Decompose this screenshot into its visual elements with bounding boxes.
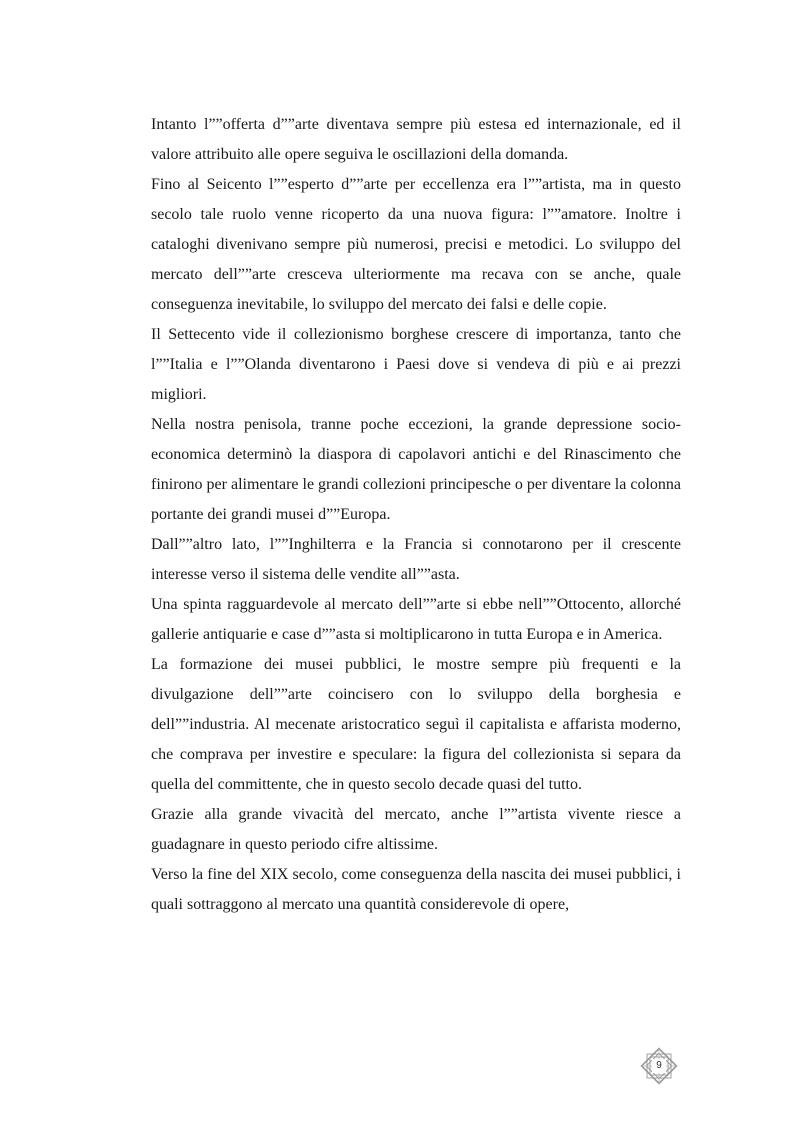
body-text bbox=[151, 110, 681, 920]
paragraph: Grazie alla grande vivacità del mercato, anche l””artista vivente riesce a guadagnare in questo periodo cifre altissime. bbox=[151, 806, 681, 853]
paragraph: Nella nostra penisola, tranne poche eccezioni, la grande depressione socio-economica determinò la diaspora di capolavori antichi e del Rinascimento che finirono per alimentare le grandi collezioni principesche o per diventare la colonna portante dei grandi musei d””Europa. bbox=[151, 416, 681, 523]
paragraph: Intanto l””offerta d””arte diventava sempre più estesa ed internazionale, ed il valore attribuito alle opere seguiva le oscillazioni della domanda. bbox=[151, 116, 681, 163]
page-number: 9 bbox=[656, 1060, 662, 1071]
paragraph: Dall””altro lato, l””Inghilterra e la Francia si connotarono per il crescente interesse verso il sistema delle vendite all””asta. bbox=[151, 536, 681, 583]
paragraph: Verso la fine del XIX secolo, come conseguenza della nascita dei musei pubblici, i quali sottraggono al mercato una quantità considerevole di opere, bbox=[151, 866, 681, 913]
page-number-badge bbox=[639, 1046, 679, 1086]
paragraph: Fino al Seicento l””esperto d””arte per eccellenza era l””artista, ma in questo secolo tale ruolo venne ricoperto da una nuova figura: l””amatore. Inoltre i cataloghi divenivano sempre più numerosi, precisi e metodici. Lo sviluppo del mercato dell””arte cresceva ulteriormente ma recava con se anche, quale conseguenza inevitabile, lo sviluppo del mercato dei falsi e delle copie. bbox=[151, 176, 681, 313]
paragraph: Una spinta ragguardevole al mercato dell””arte si ebbe nell””Ottocento, allorché gallerie antiquarie e case d””asta si moltiplicarono in tutta Europa e in America. bbox=[151, 596, 681, 643]
paragraph: La formazione dei musei pubblici, le mostre sempre più frequenti e la divulgazione dell””arte coincisero con lo sviluppo della borghesia e dell””industria. Al mecenate aristocratico seguì il capitalista e affarista moderno, che comprava per investire e speculare: la figura del collezionista si separa da quella del committente, che in questo secolo decade quasi del tutto. bbox=[151, 656, 681, 793]
paragraph: Il Settecento vide il collezionismo borghese crescere di importanza, tanto che l””Italia e l””Olanda diventarono i Paesi dove si vendeva di più e ai prezzi migliori. bbox=[151, 326, 681, 403]
